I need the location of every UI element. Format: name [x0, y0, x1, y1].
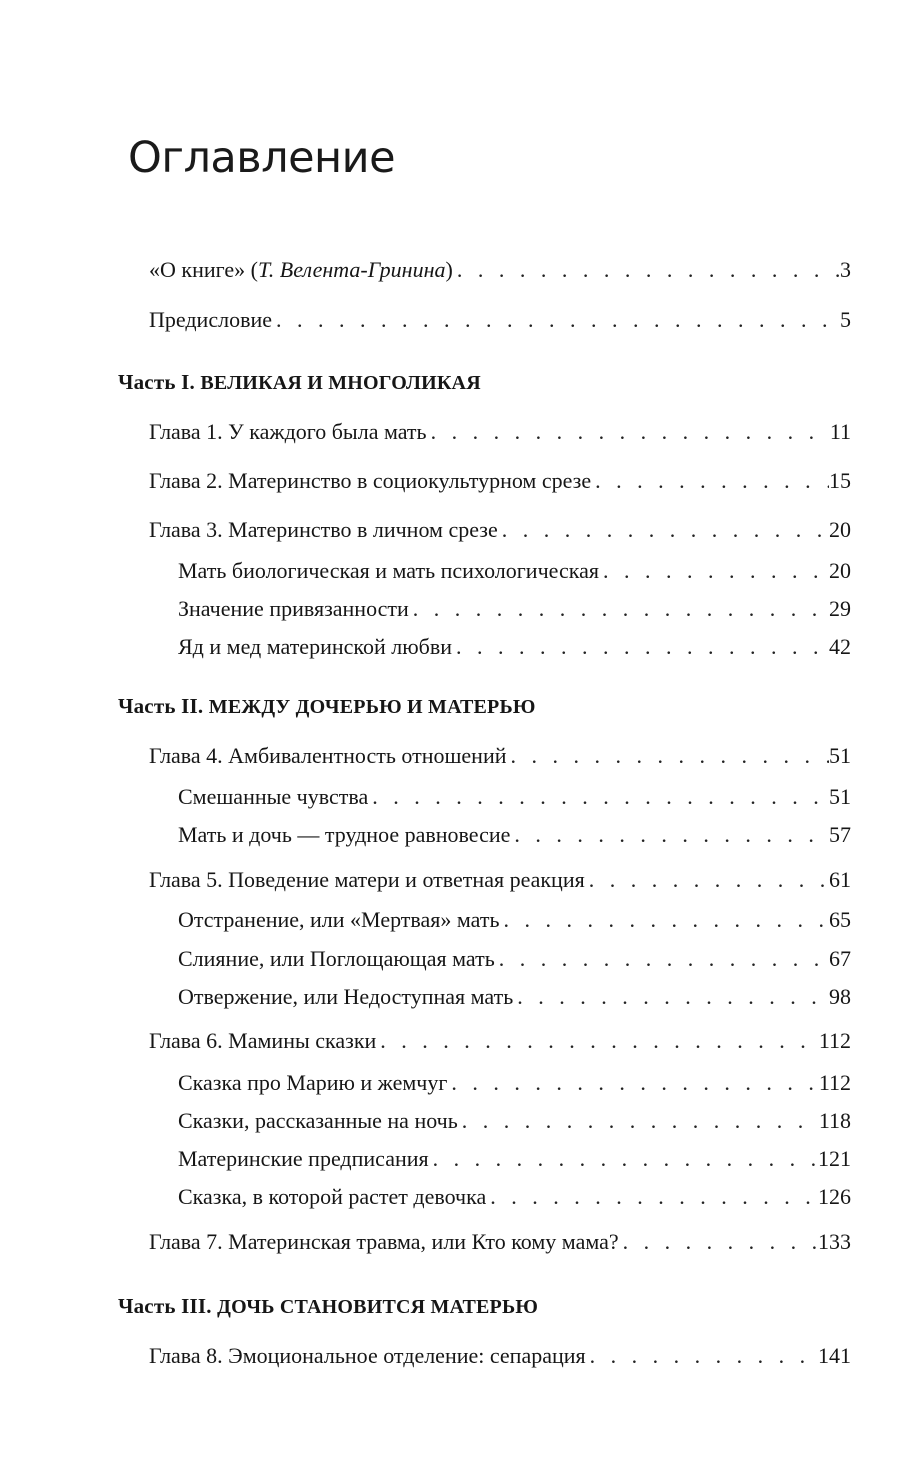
toc-entry-section[interactable]	[178, 819, 851, 851]
dot-leader	[272, 304, 840, 336]
dot-leader	[591, 465, 829, 497]
toc-entry-section[interactable]	[178, 904, 851, 936]
dot-leader	[452, 631, 829, 663]
page-number: 11	[829, 419, 851, 444]
dot-leader	[513, 981, 829, 1013]
page-number: 51	[829, 743, 851, 768]
page-number: 20	[829, 517, 851, 542]
toc-entry-label: Материнские предписания	[178, 1146, 429, 1171]
toc-entry-label: «О книге» (Т. Велента-Гринина)	[149, 257, 453, 282]
dot-leader	[500, 904, 829, 936]
dot-leader	[498, 514, 829, 546]
part-name: ВЕЛИКАЯ И МНОГОЛИКАЯ	[200, 372, 481, 394]
toc-entry-label: Сказка, в которой растет девочка	[178, 1184, 487, 1209]
toc-entry-label: Предисловие	[149, 307, 272, 332]
page-number: 65	[829, 907, 851, 932]
toc-entry-chapter-8[interactable]	[149, 1340, 851, 1372]
page-number: 98	[829, 984, 851, 1009]
toc-entry-label: Мать и дочь — трудное равновесие	[178, 822, 511, 847]
part-prefix: Часть III.	[118, 1294, 212, 1318]
toc-entry-label: Глава 3. Материнство в личном срезе	[149, 517, 498, 542]
page-number: 51	[829, 784, 851, 809]
page-number: 15	[829, 468, 851, 493]
toc-entry-label: Мать биологическая и мать психологическая	[178, 558, 599, 583]
toc-entry-chapter-5[interactable]	[149, 864, 851, 896]
page-number: 112	[818, 1070, 851, 1095]
dot-leader	[486, 1181, 818, 1213]
dot-leader	[619, 1226, 818, 1258]
dot-leader	[495, 943, 829, 975]
page-number: 121	[818, 1146, 851, 1171]
toc-entry-label: Значение привязанности	[178, 596, 409, 621]
dot-leader	[453, 254, 840, 286]
page-number: 57	[829, 822, 851, 847]
toc-entry-label: Смешанные чувства	[178, 784, 369, 809]
part-name: МЕЖДУ ДОЧЕРЬЮ И МАТЕРЬЮ	[208, 696, 536, 718]
toc-entry-section[interactable]	[178, 593, 851, 625]
toc-entry-preface[interactable]	[149, 304, 851, 336]
dot-leader	[427, 416, 830, 448]
toc-entry-chapter-2[interactable]	[149, 465, 851, 497]
toc-entry-section[interactable]	[178, 1105, 851, 1137]
toc-entry-section[interactable]	[178, 1067, 851, 1099]
page-number: 61	[829, 867, 851, 892]
part-name: ДОЧЬ СТАНОВИТСЯ МАТЕРЬЮ	[217, 1296, 539, 1318]
dot-leader	[510, 819, 829, 851]
page-number: 118	[818, 1108, 851, 1133]
page-title: Оглавление	[128, 133, 396, 183]
part-prefix: Часть I.	[118, 370, 195, 394]
page-number: 141	[818, 1343, 851, 1368]
part-heading-2[interactable]	[118, 690, 536, 722]
toc-entry-section[interactable]	[178, 781, 851, 813]
page-number: 67	[829, 946, 851, 971]
author-name: Т. Велента-Гринина	[257, 257, 446, 282]
toc-entry-label: Сказка про Марию и жемчуг	[178, 1070, 448, 1095]
toc-entry-chapter-6[interactable]	[149, 1025, 851, 1057]
page-number: 29	[829, 596, 851, 621]
toc-entry-label: Сказки, рассказанные на ночь	[178, 1108, 458, 1133]
toc-entry-label: Глава 1. У каждого была мать	[149, 419, 427, 444]
page-number: 20	[829, 558, 851, 583]
dot-leader	[447, 1067, 818, 1099]
page-number: 112	[818, 1028, 851, 1053]
page-number: 42	[829, 634, 851, 659]
toc-entry-chapter-7[interactable]	[149, 1226, 851, 1258]
toc-entry-chapter-4[interactable]	[149, 740, 851, 772]
page-number: 133	[818, 1229, 851, 1254]
dot-leader	[599, 555, 829, 587]
toc-entry-section[interactable]	[178, 943, 851, 975]
page-number: 126	[818, 1184, 851, 1209]
toc-entry-label: Глава 7. Материнская травма, или Кто кому мама?	[149, 1229, 619, 1254]
dot-leader	[586, 1340, 818, 1372]
page-number: 3	[840, 257, 851, 282]
part-prefix: Часть II.	[118, 694, 204, 718]
dot-leader	[376, 1025, 819, 1057]
toc-entry-section[interactable]	[178, 555, 851, 587]
part-heading-3[interactable]	[118, 1290, 538, 1322]
toc-entry-label: Глава 2. Материнство в социокультурном срезе	[149, 468, 592, 493]
toc-entry-label: Глава 4. Амбивалентность отношений	[149, 743, 507, 768]
toc-entry-chapter-3[interactable]	[149, 514, 851, 546]
toc-entry-label: Яд и мед материнской любви	[178, 634, 453, 659]
dot-leader	[368, 781, 829, 813]
toc-entry-label: Глава 5. Поведение матери и ответная реакция	[149, 867, 585, 892]
toc-entry-label: Слияние, или Поглощающая мать	[178, 946, 495, 971]
dot-leader	[585, 864, 829, 896]
toc-entry-chapter-1[interactable]	[149, 416, 851, 448]
toc-entry-label: Глава 8. Эмоциональное отделение: сепарация	[149, 1343, 586, 1368]
dot-leader	[507, 740, 830, 772]
toc-entry-label: Отвержение, или Недоступная мать	[178, 984, 514, 1009]
page-number: 5	[840, 307, 851, 332]
toc-entry-section[interactable]	[178, 1181, 851, 1213]
part-heading-1[interactable]	[118, 366, 481, 398]
dot-leader	[458, 1105, 819, 1137]
toc-entry-section[interactable]	[178, 631, 851, 663]
toc-entry-label: Отстранение, или «Мертвая» мать	[178, 907, 500, 932]
toc-entry-section[interactable]	[178, 1143, 851, 1175]
toc-entry-about-book[interactable]	[149, 254, 851, 286]
toc-entry-section[interactable]	[178, 981, 851, 1013]
dot-leader	[409, 593, 829, 625]
dot-leader	[429, 1143, 818, 1175]
toc-entry-label: Глава 6. Мамины сказки	[149, 1028, 377, 1053]
